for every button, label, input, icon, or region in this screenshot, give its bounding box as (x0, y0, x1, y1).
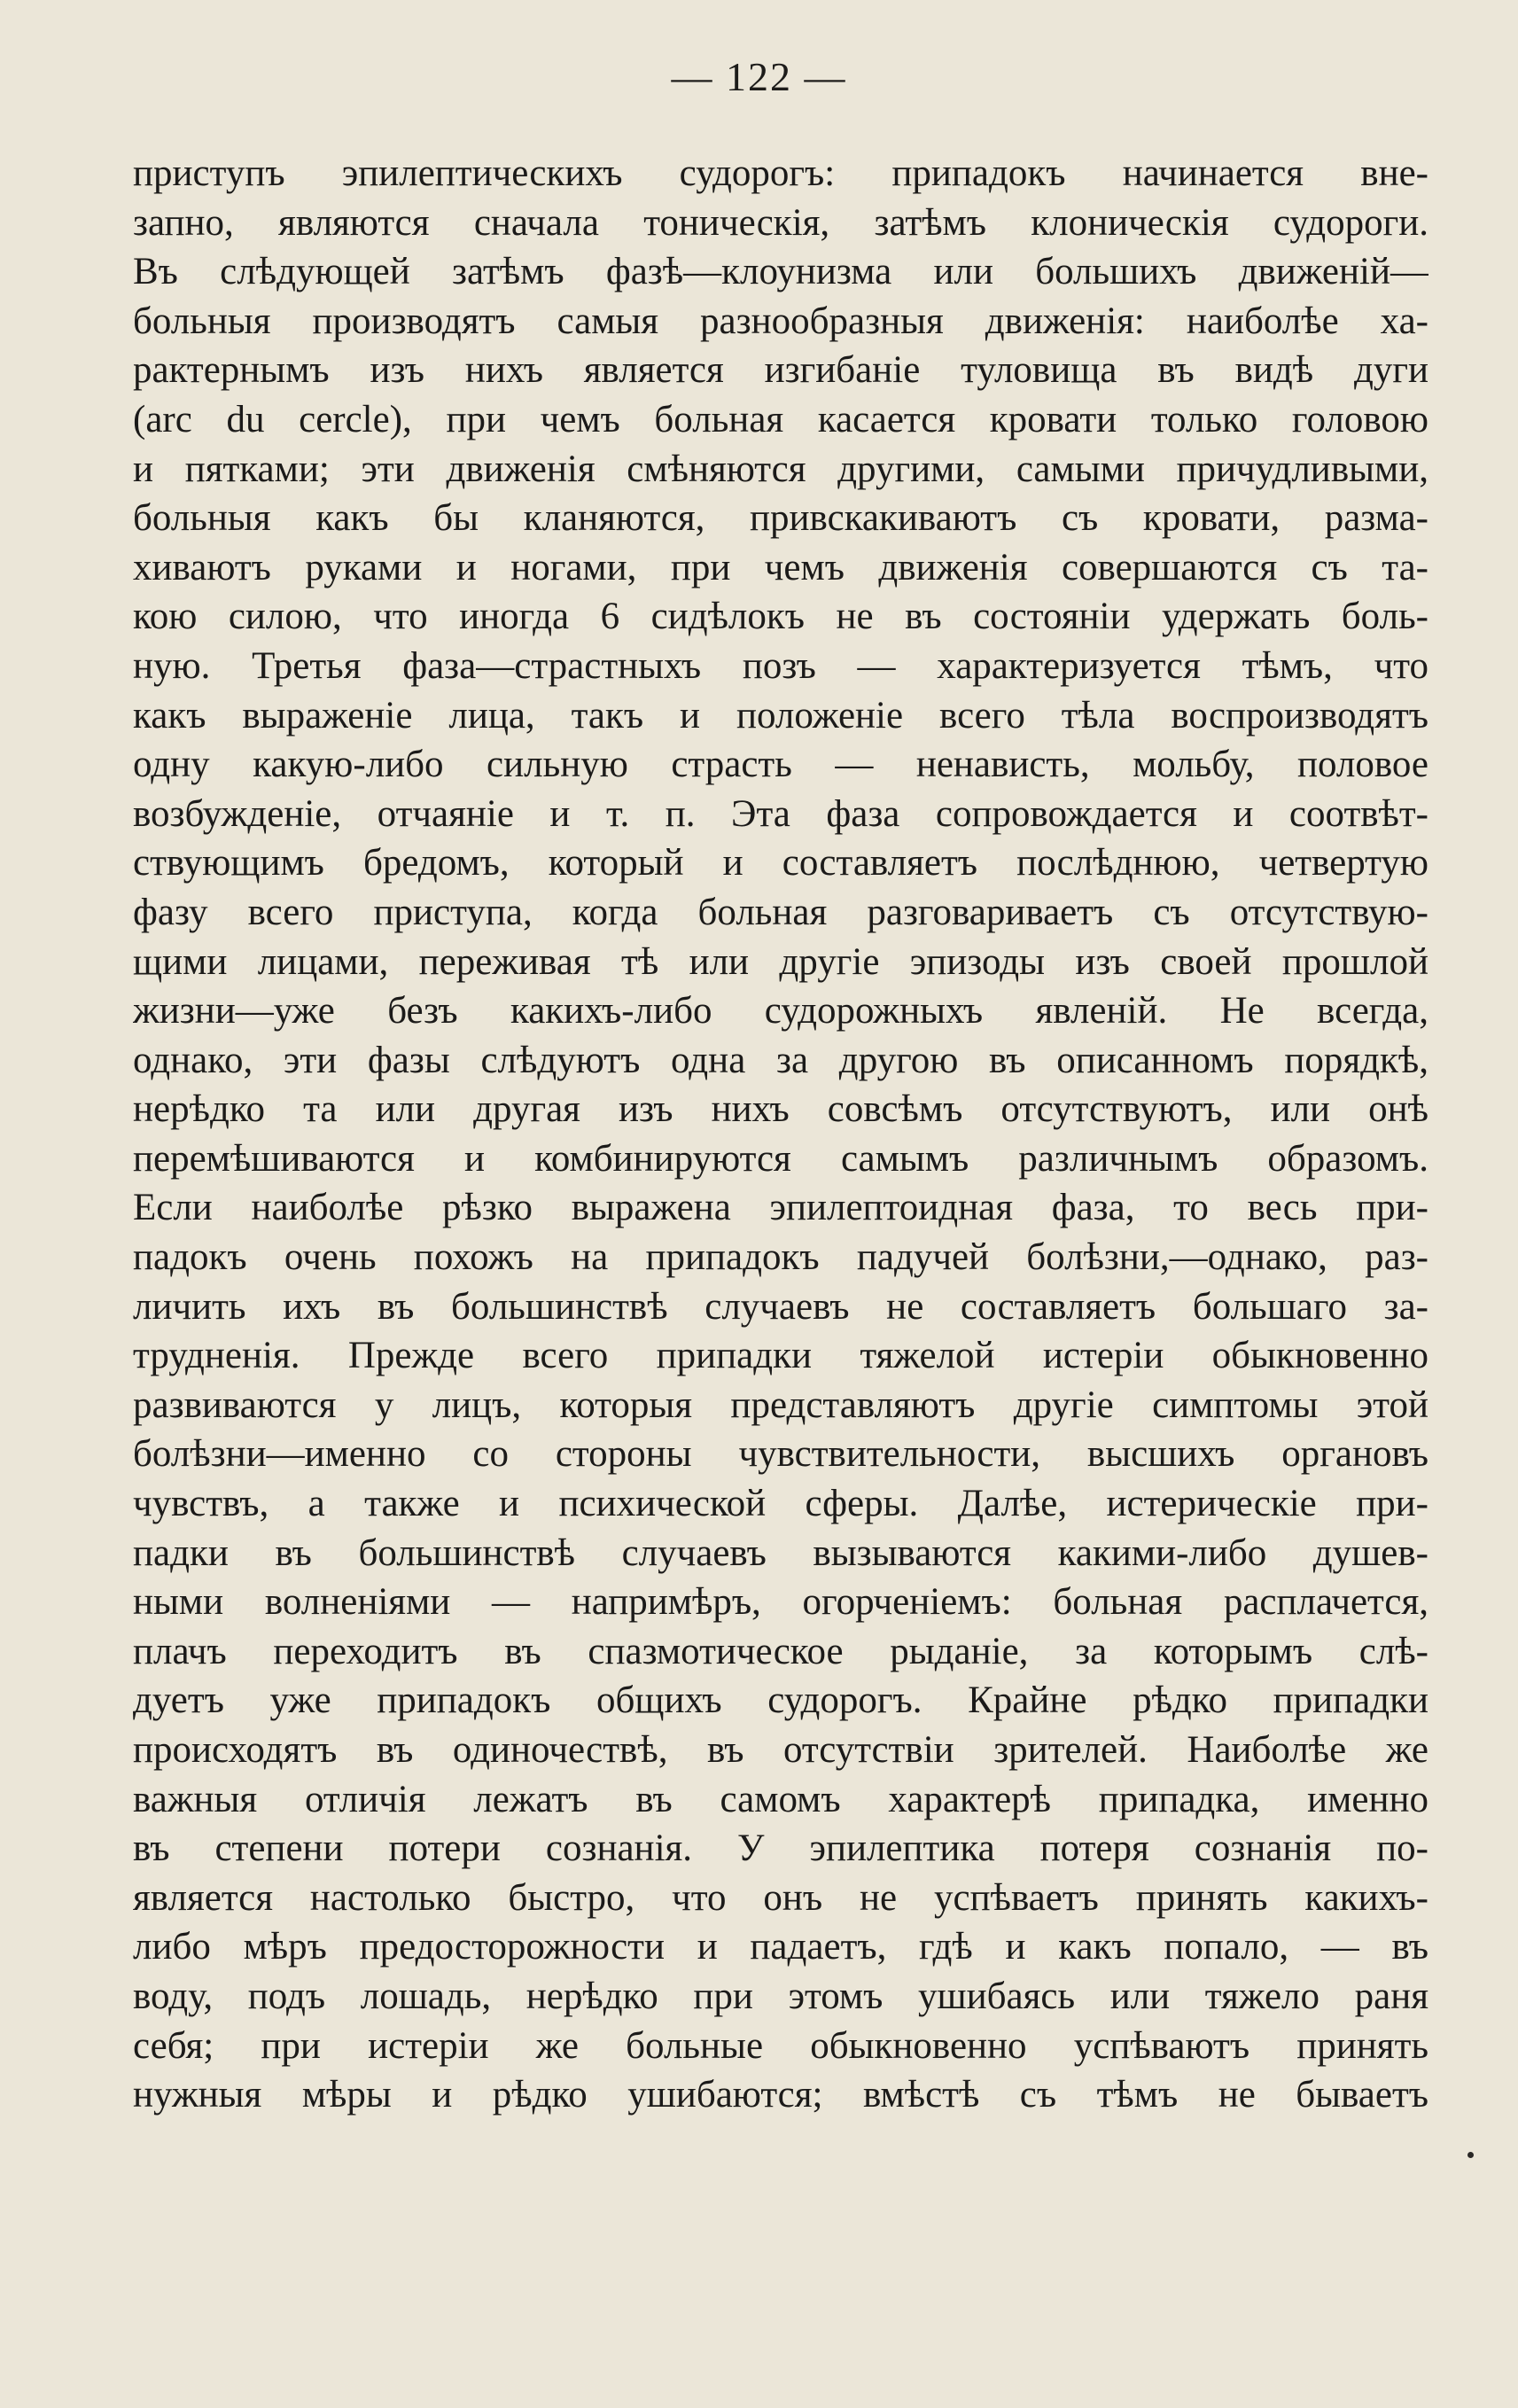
text-line: либо мѣръ предосторожности и падаетъ, гдѣ и какъ попало, — въ (133, 1926, 1428, 1968)
text-line: однако, эти фазы слѣдуютъ одна за другою въ описанномъ порядкѣ, (133, 1039, 1428, 1081)
text-line: ствующимъ бредомъ, который и составляетъ послѣднюю, четвертую (133, 842, 1428, 884)
text-line: кою силою, что иногда 6 сидѣлокъ не въ состояніи удержать боль- (133, 596, 1428, 638)
text-line: ными волненіями — напримѣръ, огорченіемъ: больная расплачется, (133, 1581, 1428, 1624)
page-number: — 122 — (671, 54, 847, 99)
text-line: въ степени потери сознанія. У эпилептика потеря сознанія по- (133, 1827, 1428, 1870)
text-line: жизни—уже безъ какихъ-либо судорожныхъ явленій. Не всегда, (133, 990, 1428, 1033)
text-line: болѣзни—именно со стороны чувствительности, высшихъ органовъ (133, 1433, 1428, 1476)
text-line: больныя какъ бы кланяются, привскакиваютъ съ кровати, разма- (133, 497, 1428, 540)
text-line: запно, являются сначала тоническія, затѣмъ клоническія судороги. (133, 201, 1428, 244)
text-line: падки въ большинствѣ случаевъ вызываются какими-либо душев- (133, 1531, 1428, 1574)
text-line: важныя отличія лежатъ въ самомъ характерѣ припадка, именно (133, 1778, 1428, 1820)
text-line: приступъ эпилептическихъ судорогъ: припадокъ начинается вне- (133, 152, 1428, 194)
text-line: трудненія. Прежде всего припадки тяжелой истеріи обыкновенно (133, 1335, 1428, 1377)
text-line: перемѣшиваются и комбинируются самымъ различнымъ образомъ. (133, 1137, 1428, 1180)
text-line: рактернымъ изъ нихъ является изгибаніе туловища въ видѣ дуги (133, 349, 1428, 392)
text-line: какъ выраженіе лица, такъ и положеніе всего тѣла воспроизводятъ (133, 694, 1428, 736)
text-line: дуетъ уже припадокъ общихъ судорогъ. Крайне рѣдко припадки (133, 1679, 1428, 1722)
text-line: (arc du cercle), при чемъ больная касается кровати только головою (133, 398, 1428, 440)
text-line: чувствъ, а также и психической сферы. Далѣе, истерическіе при- (133, 1483, 1428, 1525)
text-line: нерѣдко та или другая изъ нихъ совсѣмъ отсутствуютъ, или онѣ (133, 1088, 1428, 1131)
text-line: и пятками; эти движенія смѣняются другими, самыми причудливыми, (133, 448, 1428, 490)
text-line: больныя производятъ самыя разнообразныя движенія: наиболѣе ха- (133, 300, 1428, 342)
text-line: является настолько быстро, что онъ не успѣваетъ принять какихъ- (133, 1876, 1428, 1919)
text-line: возбужденіе, отчаяніе и т. п. Эта фаза сопровождается и соотвѣт- (133, 792, 1428, 835)
text-line: хиваютъ руками и ногами, при чемъ движенія совершаются съ та- (133, 546, 1428, 588)
ink-speck (1467, 2152, 1474, 2158)
text-line: щими лицами, переживая тѣ или другіе эпизоды изъ своей прошлой (133, 940, 1428, 983)
text-line: личить ихъ въ большинствѣ случаевъ не составляетъ большаго за- (133, 1285, 1428, 1328)
text-line: воду, подъ лошадь, нерѣдко при этомъ ушибаясь или тяжело раня (133, 1975, 1428, 2017)
text-line: происходятъ въ одиночествѣ, въ отсутствіи зрителей. Наиболѣе же (133, 1729, 1428, 1771)
text-line: плачъ переходитъ въ спазмотическое рыданіе, за которымъ слѣ- (133, 1630, 1428, 1672)
text-line: Въ слѣдующей затѣмъ фазѣ—клоунизма или большихъ движеній— (133, 251, 1428, 293)
text-line: одну какую-либо сильную страсть — ненависть, мольбу, половое (133, 744, 1428, 786)
text-line: падокъ очень похожъ на припадокъ падучей болѣзни,—однако, раз- (133, 1236, 1428, 1279)
text-line: нужныя мѣры и рѣдко ушибаются; вмѣстѣ съ тѣмъ не бываетъ (133, 2074, 1428, 2116)
text-line: фазу всего приступа, когда больная разговариваетъ съ отсутствую- (133, 891, 1428, 933)
text-line: Если наиболѣе рѣзко выражена эпилептоидная фаза, то весь при- (133, 1187, 1428, 1229)
text-line: ную. Третья фаза—страстныхъ позъ — характеризуется тѣмъ, что (133, 644, 1428, 687)
text-line: развиваются у лицъ, которыя представляютъ другіе симптомы этой (133, 1383, 1428, 1426)
body-text (133, 149, 1428, 2120)
text-line: себя; при истеріи же больные обыкновенно успѣваютъ принять (133, 2024, 1428, 2067)
